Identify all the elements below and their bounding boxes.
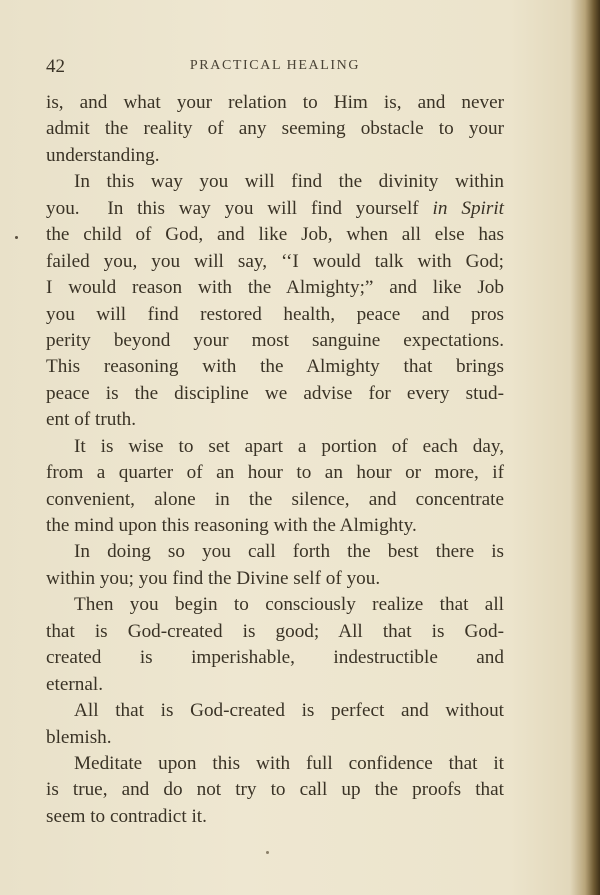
text-line: from a quarter of an hour to an hour or more, if bbox=[46, 462, 504, 484]
text-line: admit the reality of any seeming obstacle to your bbox=[46, 118, 504, 140]
text-line: All that is God-created is perfect and without bbox=[74, 700, 504, 722]
text-line: Meditate upon this with full confidence that it bbox=[74, 752, 504, 774]
text-line: the mind upon this reasoning with the Almighty. bbox=[46, 515, 417, 536]
ink-speck bbox=[15, 236, 18, 239]
text-line: It is wise to set apart a portion of each day, bbox=[74, 435, 504, 457]
text-line: within you; you find the Divine self of you. bbox=[46, 567, 381, 589]
running-title: PRACTICAL HEALING bbox=[189, 58, 361, 73]
text-line: that is God-created is good; All that is God- bbox=[46, 620, 504, 642]
text-line: Then you begin to consciously realize that all bbox=[74, 594, 504, 616]
text-line: created is imperishable, indestructible and bbox=[46, 647, 504, 669]
text-line: is, and what your relation to Him is, and never bbox=[46, 92, 504, 113]
text-line: convenient, alone in the silence, and concentrate bbox=[46, 488, 504, 510]
text-line: I would reason with the Almighty;” and like Job bbox=[46, 277, 504, 299]
text-line: you will find restored health, peace and pros bbox=[46, 303, 504, 325]
ink-speck bbox=[266, 851, 269, 854]
text-line: peace is the discipline we advise for every stud- bbox=[46, 382, 504, 404]
text-line: blemish. bbox=[46, 726, 112, 748]
text-line: ent of truth. bbox=[46, 409, 137, 431]
text-line: eternal. bbox=[46, 673, 103, 695]
page-header bbox=[46, 56, 504, 80]
text-line: understanding. bbox=[46, 144, 160, 166]
text-line: perity beyond your most sanguine expectations. bbox=[46, 329, 504, 351]
text-line bbox=[46, 196, 504, 222]
text-line: In doing so you call forth the best there is bbox=[74, 541, 504, 563]
text-line: seem to contradict it. bbox=[46, 805, 207, 827]
text-line: the child of God, and like Job, when all else has bbox=[46, 224, 504, 246]
text-line: failed you, you will say, ‘‘I would talk with God; bbox=[46, 250, 504, 272]
text-line: In this way you will find the divinity within bbox=[74, 171, 504, 193]
italic-phrase: in Spirit bbox=[432, 197, 504, 219]
text-line: is true, and do not try to call up the proofs that bbox=[46, 779, 504, 801]
text-span: you. In this way you will find yourself bbox=[46, 197, 433, 219]
page-number: 42 bbox=[46, 56, 65, 77]
page-body-text bbox=[46, 90, 504, 830]
text-line: This reasoning with the Almighty that brings bbox=[46, 356, 504, 378]
